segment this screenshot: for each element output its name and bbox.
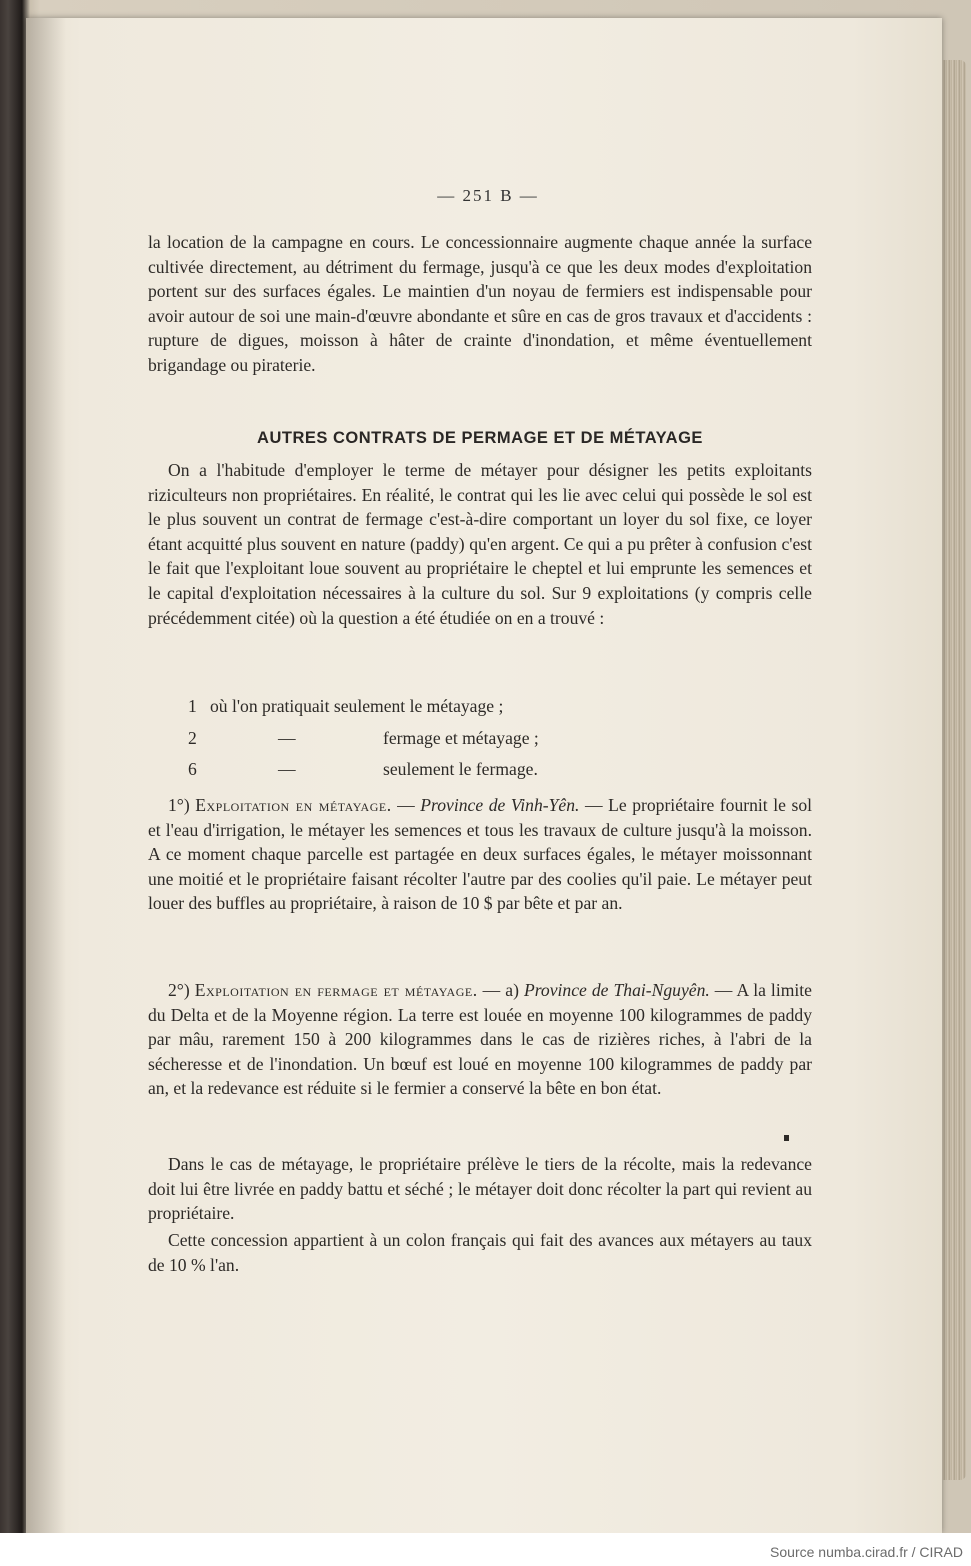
- list-item-dash: —: [278, 759, 296, 779]
- section-text: On a l'habitude d'employer le terme de métayer pour désigner les petits exploitants riziculteurs non propriétaires. En réalité, le contrat qui les lie avec celui qui possède le sol est le plus souvent un contrat de fermage c'est-à-dire comportant un loyer du sol fixe, ce loyer étant acquitté plus souvent en nature (paddy) qu'en argent. Ce qui a pu prêter à confusion c'est le fait que l'exploitant loue souvent au propriétaire le cheptel et lui emprunte les semences et le capital d'exploitation nécessaires à la culture du sol. Sur 9 exploitations (y compris celle précédemment citée) où la question a été étudiée on en a trouvé :: [148, 460, 812, 628]
- part2-text: — A la limite du Delta et de la Moyenne région. La terre est louée en moyenne 100 kilogrammes de paddy par mâu, rarement 150 à 200 kilogrammes dans le cas de rizières riches, à l'abri de la sécheresse et de l'inondation. Un bœuf est loué en moyenne 100 kilogrammes de paddy par an, et la redevance est réduite si le fermier a conservé la bête en bon état.: [148, 980, 812, 1099]
- section-paragraph: [148, 458, 812, 630]
- section-heading: AUTRES CONTRATS DE PERMAGE ET DE MÉTAYAGE: [257, 429, 703, 447]
- list-item-number: 6: [188, 759, 197, 779]
- list-item: [188, 693, 197, 719]
- list-item-text: fermage et métayage ;: [383, 728, 539, 748]
- part2-separator: — a): [477, 980, 524, 1000]
- ink-mark: [784, 1135, 789, 1141]
- list-item-text: où l'on pratiquait seulement le métayage ;: [210, 696, 504, 716]
- intro-text: la location de la campagne en cours. Le concessionnaire augmente chaque année la surface cultivée directement, au détriment du fermage, jusqu'à ce que les deux modes d'exploitation portent sur des surfaces égales. Le maintien d'un noyau de fermiers est indispensable pour avoir autour de soi une main-d'œuvre abondante et sûre en cas de gros travaux et d'accidents : rupture de digues, moisson à hâter de crainte d'inondation, et même éventuellement brigandage ou piraterie.: [148, 232, 812, 375]
- part2-number: 2°): [168, 980, 190, 1000]
- closing-text-2: Cette concession appartient à un colon français qui fait des avances aux métayers au taux de 10 % l'an.: [148, 1230, 812, 1275]
- list-item-dash: —: [278, 728, 296, 748]
- closing-paragraph-1: [148, 1152, 812, 1226]
- part1-paragraph: [148, 793, 812, 916]
- source-credit: Source numba.cirad.fr / CIRAD: [770, 1544, 963, 1560]
- closing-paragraph-2: [148, 1228, 812, 1277]
- part1-number: 1°): [168, 795, 190, 815]
- part2-title: Exploitation en fermage et métayage.: [194, 980, 478, 1000]
- part2-place: Province de Thai-Nguyên.: [523, 980, 710, 1000]
- part1-place: Province de Vinh-Yên.: [420, 795, 580, 815]
- page-number: — 251 B —: [437, 186, 539, 205]
- closing-text-1: Dans le cas de métayage, le propriétaire prélève le tiers de la récolte, mais la redevance doit lui être livrée en paddy battu et séché ; le métayer doit donc récolter la part qui revient au propriétaire.: [148, 1154, 812, 1224]
- list-item-text: seulement le fermage.: [383, 759, 538, 779]
- part2-paragraph: [148, 978, 812, 1101]
- intro-paragraph: [148, 230, 812, 378]
- list-item-number: 1: [188, 696, 197, 716]
- list-item-number: 2: [188, 728, 197, 748]
- part1-separator: —: [391, 795, 421, 815]
- part1-title: Exploitation en métayage.: [195, 795, 392, 815]
- part1-text: — Le propriétaire fournit le sol et l'eau d'irrigation, le métayer les semences et tous les travaux de culture jusqu'à la moisson. A ce moment chaque parcelle est partagée en deux surfaces égales, le métayer moissonnant une moitié et le propriétaire faisant récolter l'autre par des coolies qu'il paie. Le métayer peut louer des buffles au propriétaire, à raison de 10 $ par bête et par an.: [148, 795, 812, 914]
- gutter-shadow: [26, 18, 66, 1533]
